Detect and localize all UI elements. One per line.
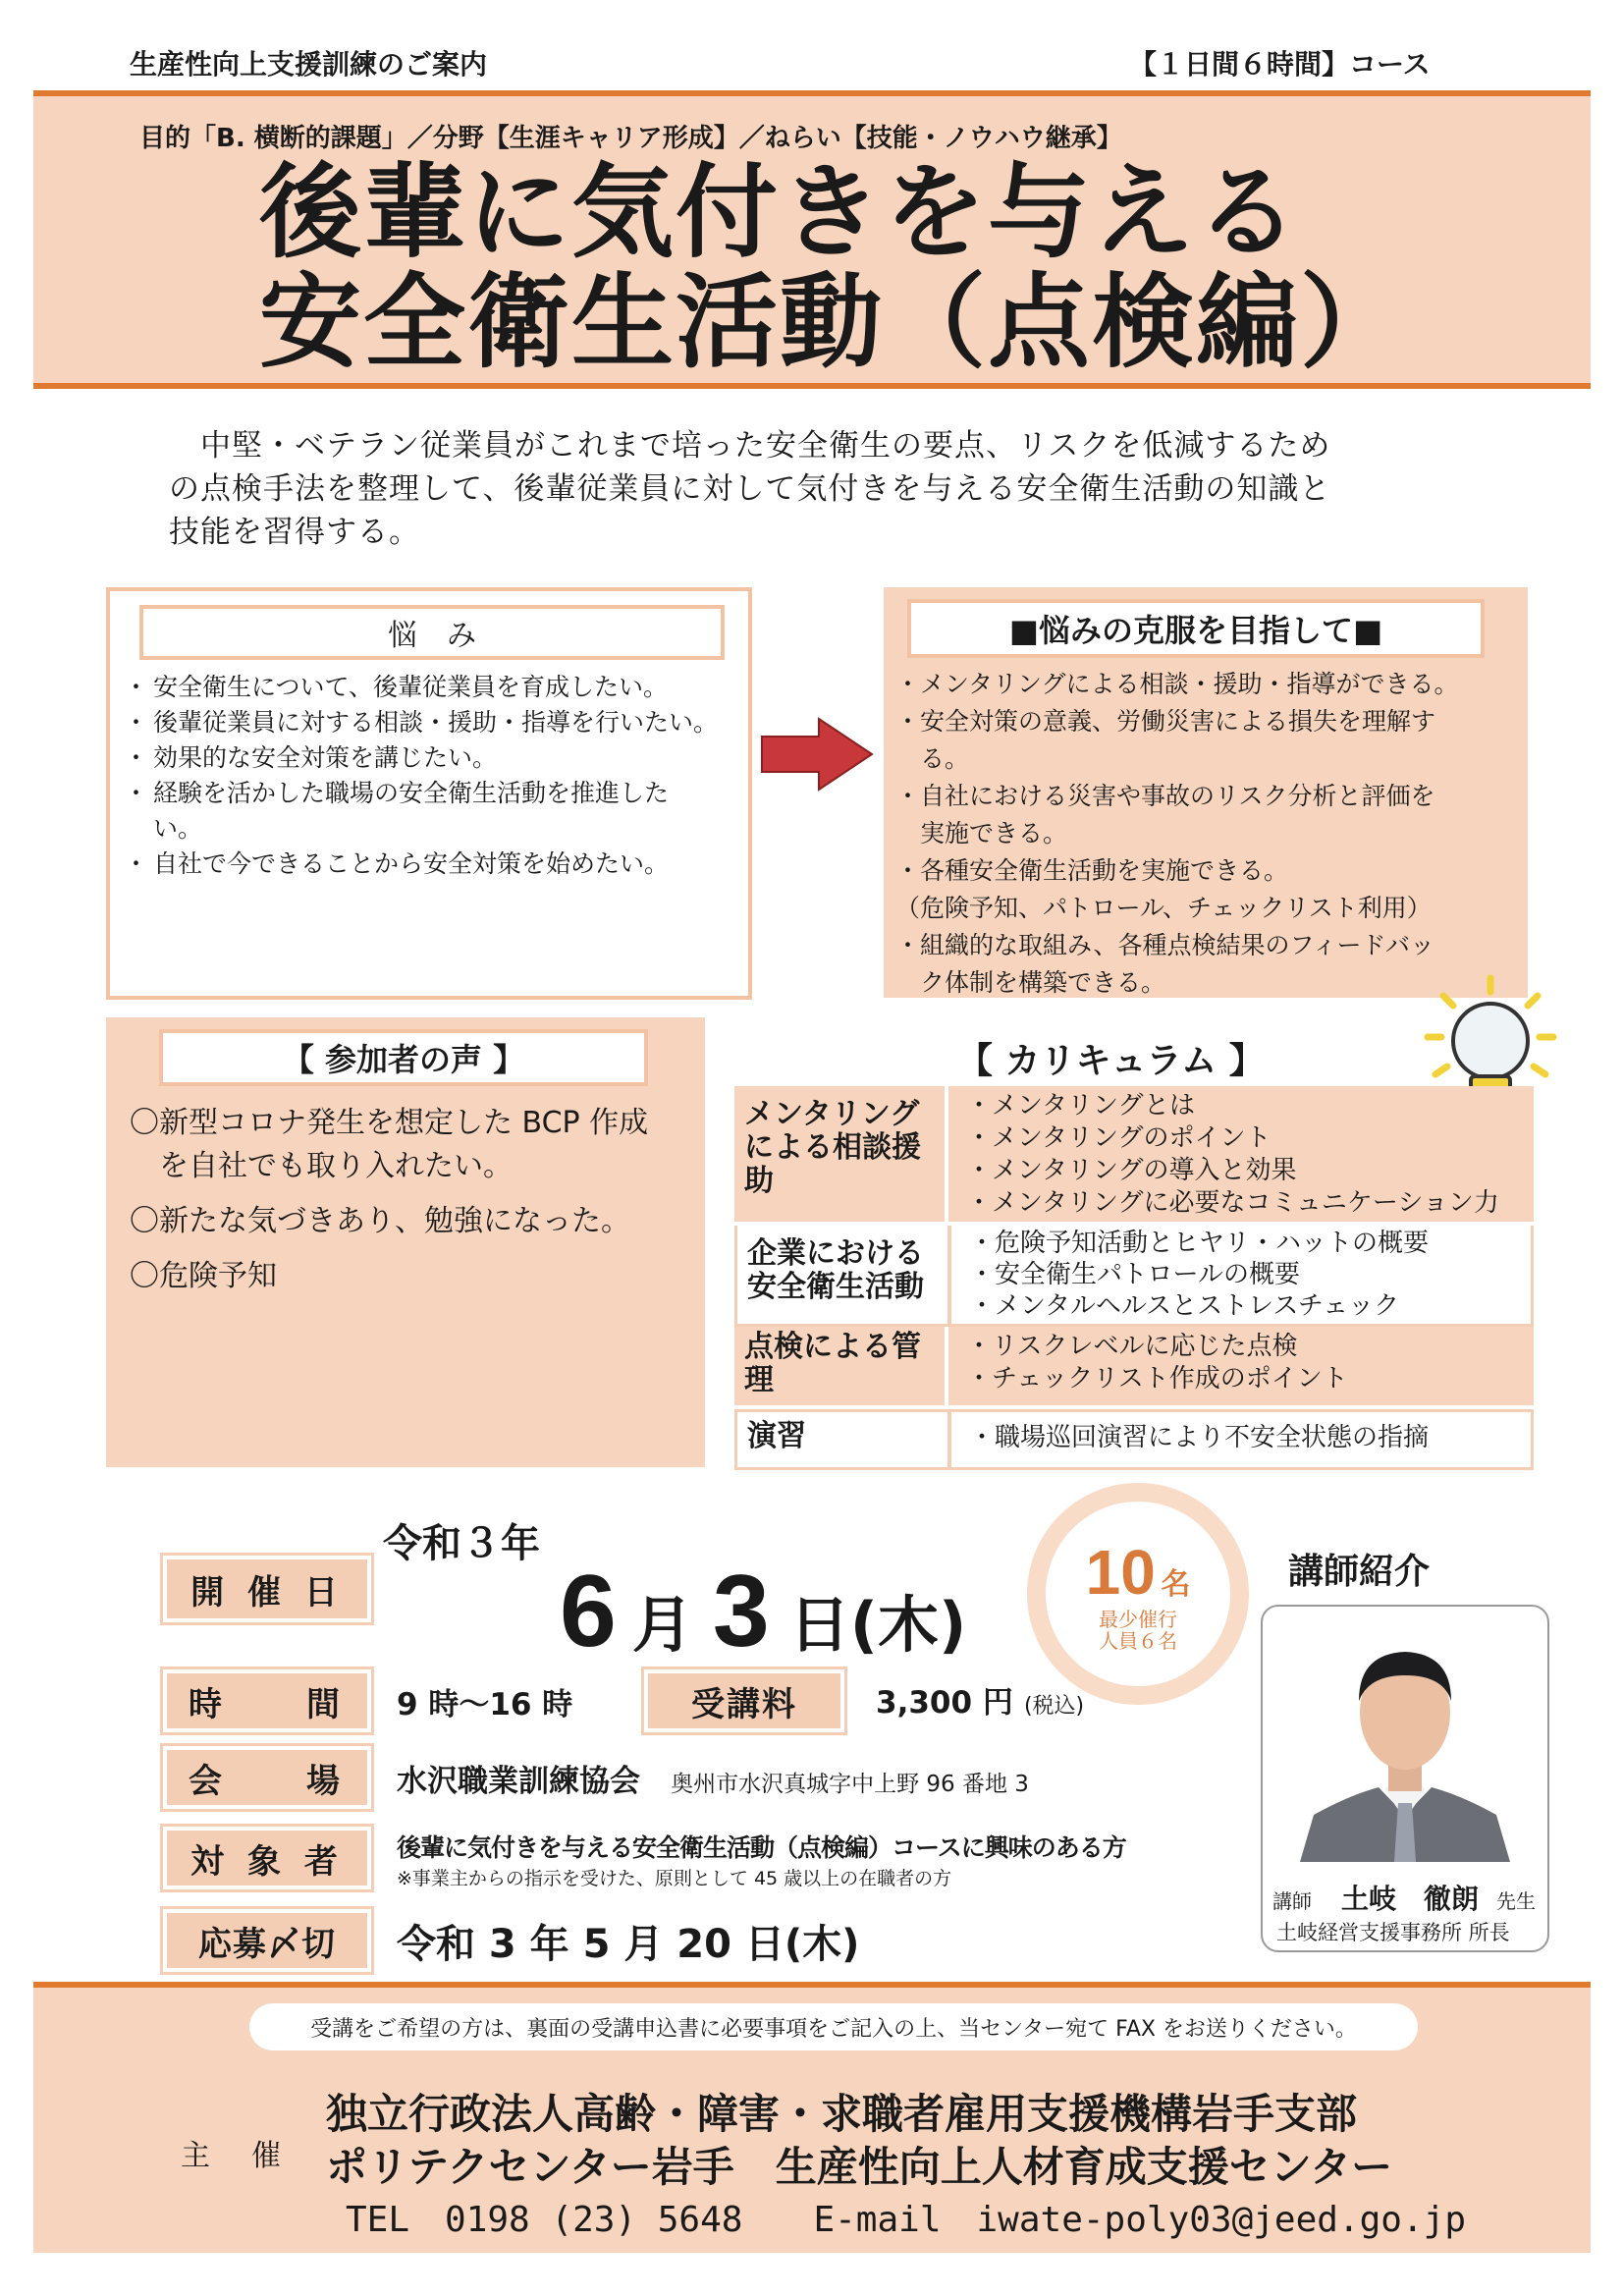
curriculum-item: ・安全衛生パトロールの概要 [969,1260,1300,1289]
voice-line: 〇新型コロナ発生を想定した BCP 作成 [130,1106,649,1140]
goal-line: ・自社における災害や事故のリスク分析と評価を [895,782,1435,810]
time-label: 時 間 [163,1669,371,1732]
title-banner [33,96,1591,383]
venue-address: 奥州市水沢真城字中上野 96 番地 3 [671,1772,1029,1797]
event-date [560,1554,966,1670]
curriculum-table [734,1086,1534,1470]
curriculum-items [951,1226,1446,1324]
instructor-photo [1290,1618,1520,1862]
curriculum-topic: 点検による管理 [734,1327,948,1405]
capacity-badge [1027,1483,1249,1705]
worries-box [106,587,752,1000]
instructor-name-line [1272,1878,1536,1917]
voices-list [130,1102,648,1298]
goal-line: ・安全対策の意義、労働災害による損失を理解す [895,707,1436,736]
intro-line-2: の点検手法を整理して、後輩従業員に対して気付きを与える安全衛生活動の知識と [169,471,1331,507]
goals-heading: ■悩みの克服を目指して■ [907,599,1485,658]
date-label: 開 催 日 [163,1556,371,1622]
worry-item: ・ 安全衛生について、後輩従業員を育成したい。 [132,670,730,705]
curriculum-item: ・メンタリングのポイント [966,1123,1271,1153]
instructor-heading: 講師紹介 [1288,1552,1431,1592]
goal-line: ・メンタリングによる相談・援助・指導ができる。 [895,670,1459,698]
goal-line: （危険予知、パトロール、チェックリスト利用） [895,894,1432,922]
fee-note: (税込) [1023,1694,1085,1719]
curriculum-row [734,1086,1534,1226]
curriculum-item: ・メンタルヘルスとストレスチェック [969,1291,1400,1321]
capacity-unit: 名 [1161,1567,1191,1602]
goal-line: ク体制を構築できる。 [895,968,1166,997]
curriculum-row [734,1409,1534,1470]
target-note: ※事業主からの指示を受けた、原則として 45 歳以上の在職者の方 [397,1868,952,1889]
curriculum-heading: 【 カリキュラム 】 [957,1041,1265,1081]
goal-line: ・各種安全衛生活動を実施できる。 [895,856,1289,885]
curriculum-item: ・リスクレベルに応じた点検 [966,1332,1298,1361]
curriculum-item: ・メンタリングの導入と効果 [966,1156,1297,1185]
curriculum-topic: 演習 [737,1412,951,1467]
curriculum-topic: メンタリングによる相談援助 [734,1086,948,1222]
voice-line: 〇新たな気づきあり、勉強になった。 [130,1204,630,1238]
intro-text [169,424,1330,554]
title-line-1: 後輩に気付きを与える [259,152,1301,272]
title-line-2: 安全衛生活動（点検編） [259,262,1405,382]
curriculum-items [948,1086,1517,1222]
curriculum-row [734,1226,1534,1327]
banner-bottom-line [33,383,1591,389]
worry-item: ・ 効果的な安全対策を講じたい。 [132,740,730,776]
worry-item: ・ 後輩従業員に対する相談・援助・指導を行いたい。 [132,705,730,740]
capacity-note-1: 最少催行 [1099,1608,1177,1631]
instructor-name: 土岐 徹朗 [1341,1883,1480,1915]
worries-heading: 悩 み [139,605,725,660]
worries-list [132,670,730,882]
goal-line: ・組織的な取組み、各種点検結果のフィードバッ [895,931,1435,959]
venue-label: 会 場 [163,1746,371,1809]
curriculum-item: ・危険予知活動とヒヤリ・ハットの概要 [969,1229,1430,1258]
event-day-unit: 日 [788,1589,850,1661]
instructor-prefix: 講師 [1272,1889,1312,1913]
event-day: 3 [712,1555,770,1668]
arrow-right-icon [758,715,876,793]
curriculum-items [951,1412,1446,1467]
capacity-note-2: 人員６名 [1099,1629,1177,1653]
goal-line: る。 [895,744,970,773]
intro-line-3: 技能を習得する。 [169,515,420,550]
era-year: 令和３年 [383,1521,540,1566]
deadline-label: 応募〆切 [163,1909,371,1972]
venue-group [397,1756,1029,1800]
header-right: 【１日間６時間】コース [1129,48,1431,81]
target-value: 後輩に気付きを与える安全衛生活動（点検編）コースに興味のある方 [397,1833,1126,1862]
event-weekday: (木) [849,1589,967,1661]
venue-name: 水沢職業訓練協会 [397,1764,640,1799]
curriculum-item: ・チェックリスト作成のポイント [966,1364,1348,1394]
goal-line: 実施できる。 [895,819,1068,847]
worry-item: ・ 自社で今できることから安全対策を始めたい。 [132,847,730,882]
time-value: 9 時～16 時 [397,1687,573,1722]
goals-box [884,587,1528,998]
curriculum-item: ・職場巡回演習により不安全状態の指摘 [969,1423,1430,1452]
contact-line: TEL 0198 (23) 5648 E-mail iwate-poly03@jeed.go.jp [346,2200,1466,2240]
fee-label: 受講料 [644,1669,844,1732]
purpose-line: 目的「B. 横断的課題」／分野【生涯キャリア形成】／ねらい【技能・ノウハウ継承】 [139,124,1122,153]
header-left: 生産性向上支援訓練のご案内 [130,48,488,81]
deadline-value: 令和 3 年 5 月 20 日(木) [397,1922,860,1967]
org-line-2: ポリテクセンター岩手 生産性向上人材育成支援センター [326,2143,1393,2191]
curriculum-item: ・メンタリングとは [966,1091,1195,1121]
voice-line: 〇危険予知 [130,1259,277,1293]
curriculum-item: ・メンタリングに必要なコミュニケーション力 [966,1188,1499,1218]
footer-box [33,1988,1591,2253]
curriculum-items [948,1327,1366,1405]
curriculum-topic: 企業における安全衛生活動 [737,1226,951,1324]
application-notice: 受講をご希望の方は、裏面の受講申込書に必要事項をご記入の上、当センター宛て FAX をお送りください。 [249,2003,1418,2050]
voices-box [106,1017,705,1467]
event-month: 6 [560,1555,617,1668]
intro-line-1: 中堅・ベテラン従業員がこれまで培った安全衛生の要点、リスクを低減するため [200,428,1331,464]
capacity-number: 10 [1085,1537,1156,1608]
host-label: 主 催 [181,2139,287,2173]
voice-line: を自社でも取り入れたい。 [130,1149,513,1183]
instructor-affiliation: 土岐経営支援事務所 所長 [1276,1921,1510,1944]
org-line-1: 独立行政法人高齢・障害・求職者雇用支援機構岩手支部 [326,2090,1358,2138]
goals-list [895,666,1459,1002]
event-month-unit: 月 [631,1589,693,1661]
curriculum-row [734,1327,1534,1409]
worry-item: ・ 経験を活かした職場の安全衛生活動を推進した [132,776,730,811]
fee-value: 3,300 円 [876,1685,1013,1721]
target-label: 対 象 者 [163,1827,371,1889]
instructor-card [1261,1605,1549,1952]
worry-item-cont: い。 [153,814,203,843]
fee-group [876,1677,1084,1722]
voices-heading: 【 参加者の声 】 [159,1029,648,1086]
instructor-suffix: 先生 [1496,1889,1537,1913]
